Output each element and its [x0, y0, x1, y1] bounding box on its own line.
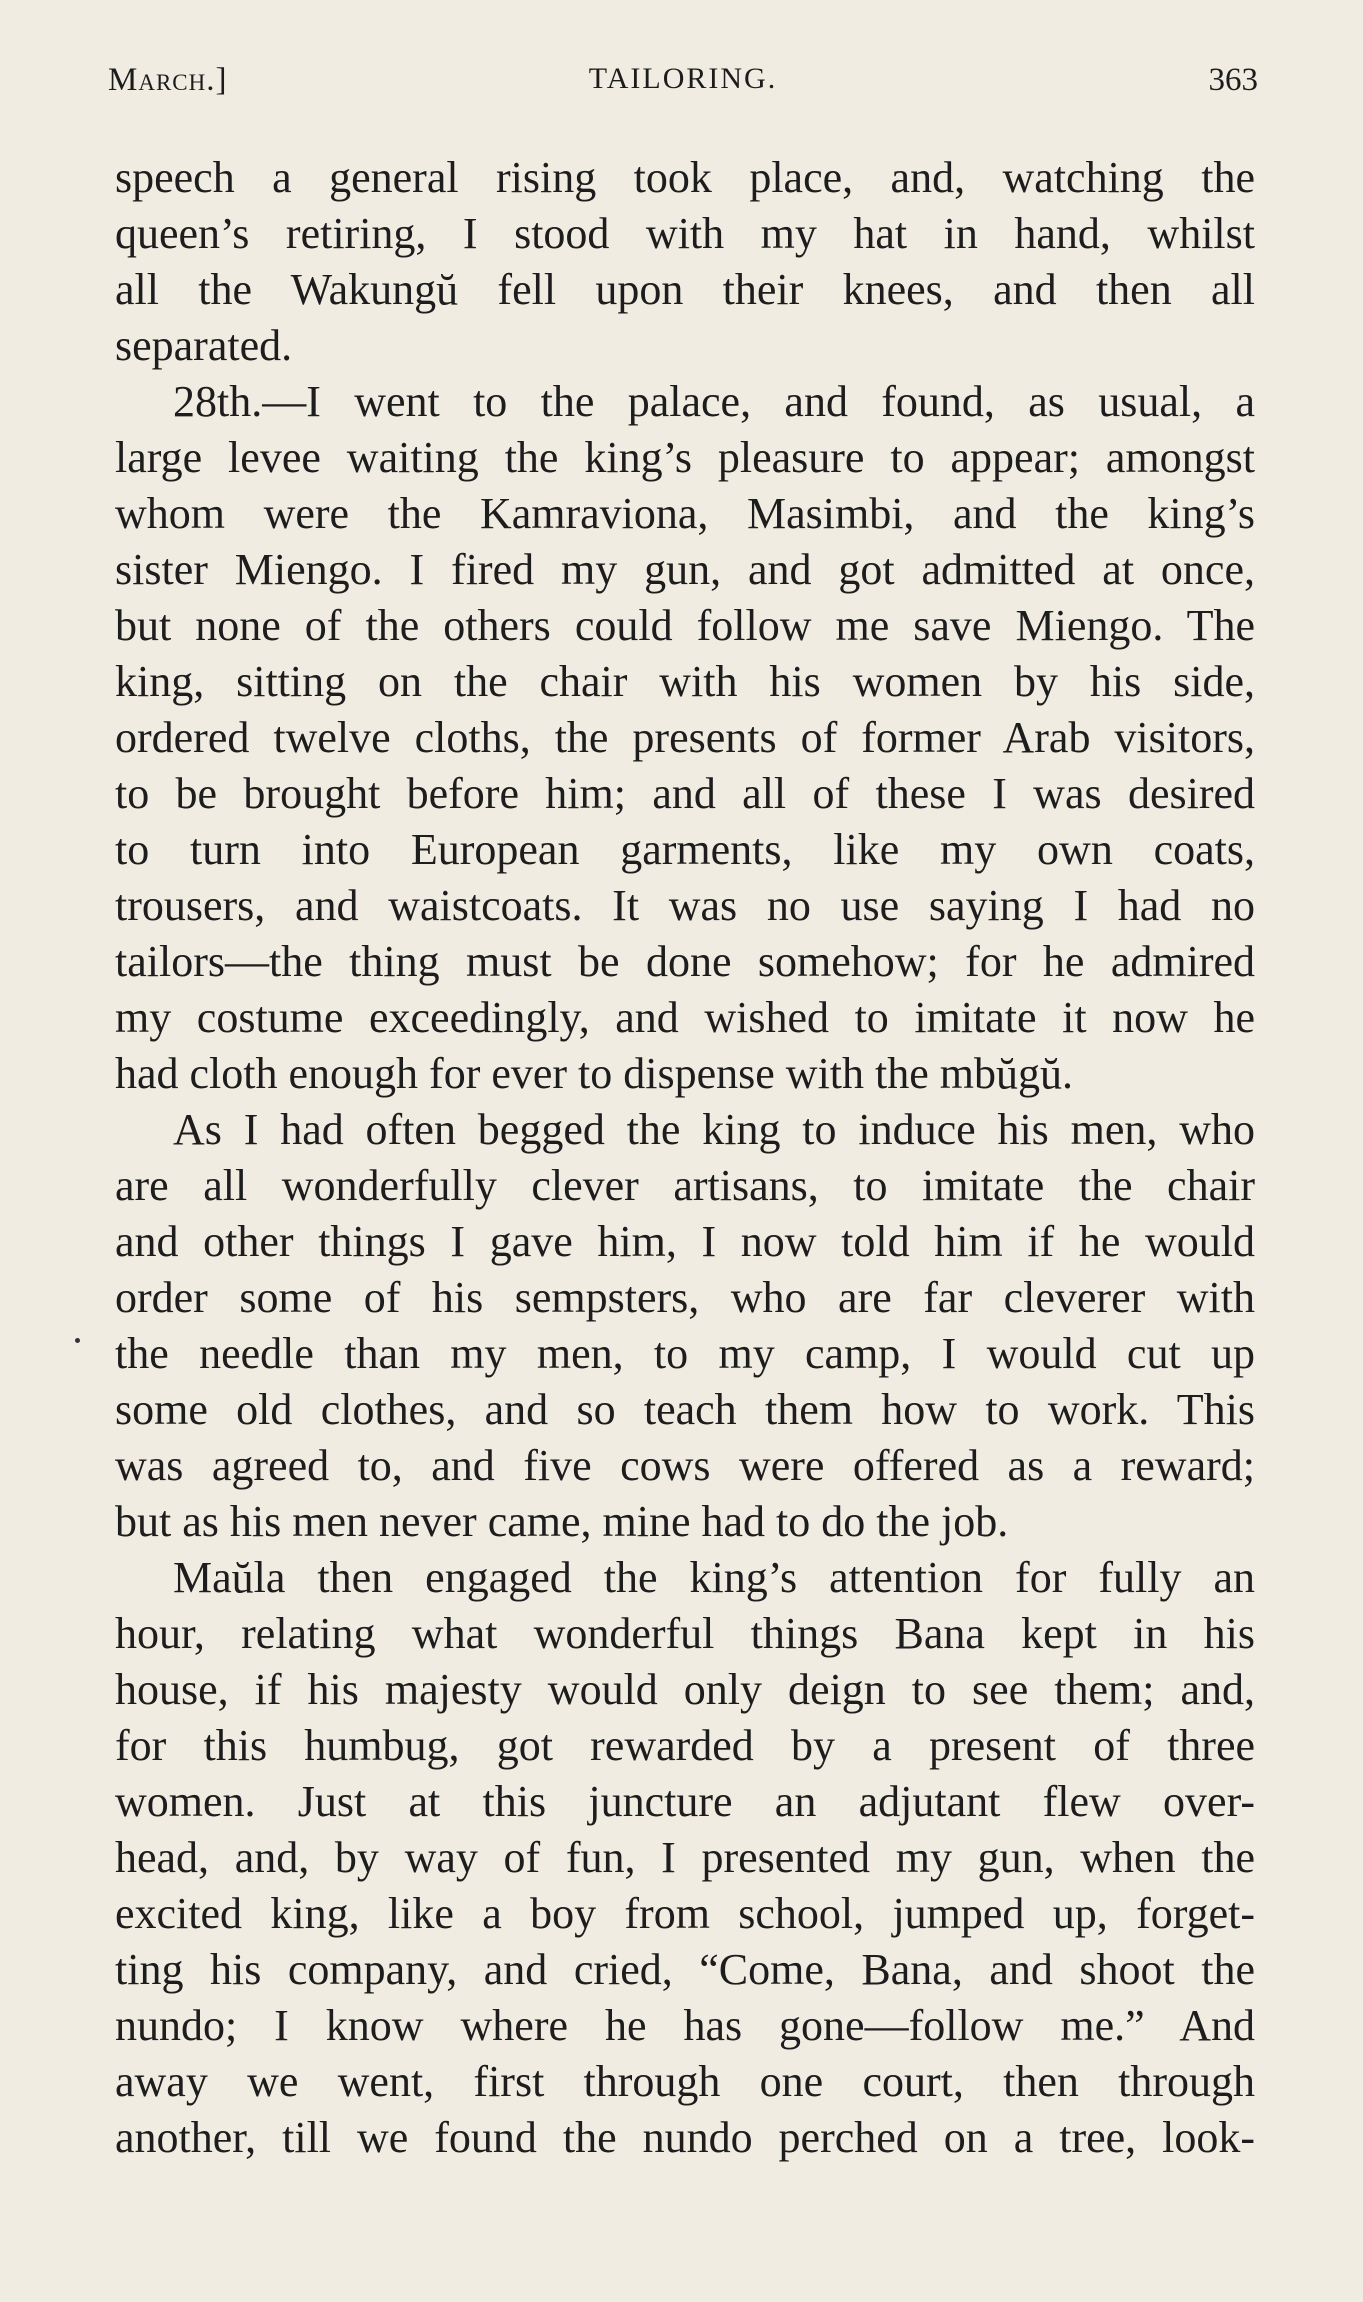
page-number: 363: [1208, 62, 1258, 98]
text-line: head, and, by way of fun, I presented my gun, when the: [115, 1833, 1255, 1882]
text-line: my costume exceedingly, and wished to imitate it now he: [115, 993, 1255, 1042]
text-line: separated.: [115, 321, 293, 370]
text-line: some old clothes, and so teach them how to work. This: [115, 1385, 1255, 1434]
header-chapter-title: TAILORING.: [588, 62, 778, 95]
text-line: tailors—the thing must be done somehow; for he admired: [115, 937, 1255, 986]
text-line: another, till we found the nundo perched on a tree, look-: [115, 2113, 1255, 2162]
text-line: ting his company, and cried, “Come, Bana, and shoot the: [115, 1945, 1255, 1994]
text-line: nundo; I know where he has gone—follow me.” And: [115, 2001, 1255, 2050]
text-line: ordered twelve cloths, the presents of former Arab visitors,: [115, 713, 1255, 762]
text-line: away we went, first through one court, then through: [115, 2057, 1255, 2106]
text-line: Maŭla then engaged the king’s attention for fully an: [173, 1553, 1255, 1602]
text-line: had cloth enough for ever to dispense with the mbŭgŭ.: [115, 1049, 1074, 1098]
text-line: house, if his majesty would only deign to see them; and,: [115, 1665, 1255, 1714]
text-line: large levee waiting the king’s pleasure to appear; amongst: [115, 433, 1255, 482]
text-line: speech a general rising took place, and, watching the: [115, 153, 1255, 202]
header-month: March.]: [108, 62, 228, 98]
text-line: order some of his sempsters, who are far cleverer with: [115, 1273, 1255, 1322]
text-line: for this humbug, got rewarded by a present of three: [115, 1721, 1255, 1770]
text-line: hour, relating what wonderful things Bana kept in his: [115, 1609, 1255, 1658]
text-line: king, sitting on the chair with his women by his side,: [115, 657, 1255, 706]
body-text: [115, 150, 1255, 2166]
text-line: whom were the Kamraviona, Masimbi, and the king’s: [115, 489, 1255, 538]
text-line: are all wonderfully clever artisans, to imitate the chair: [115, 1161, 1255, 1210]
text-line: excited king, like a boy from school, jumped up, forget-: [115, 1889, 1255, 1938]
text-line: the needle than my men, to my camp, I would cut up: [115, 1329, 1255, 1378]
text-line: sister Miengo. I fired my gun, and got admitted at once,: [115, 545, 1255, 594]
text-line: and other things I gave him, I now told him if he would: [115, 1217, 1255, 1266]
text-line: but none of the others could follow me save Miengo. The: [115, 601, 1255, 650]
running-header: [108, 62, 1258, 118]
text-line: queen’s retiring, I stood with my hat in hand, whilst: [115, 209, 1255, 258]
text-line: trousers, and waistcoats. It was no use saying I had no: [115, 881, 1255, 930]
text-line: As I had often begged the king to induce his men, who: [173, 1105, 1255, 1154]
text-line: 28th.—I went to the palace, and found, as usual, a: [173, 377, 1255, 426]
text-line: women. Just at this juncture an adjutant flew over-: [115, 1777, 1255, 1826]
text-line: to turn into European garments, like my own coats,: [115, 825, 1255, 874]
text-line: to be brought before him; and all of these I was desired: [115, 769, 1255, 818]
text-line: all the Wakungŭ fell upon their knees, and then all: [115, 265, 1255, 314]
text-line: but as his men never came, mine had to do the job.: [115, 1497, 1009, 1546]
text-line: was agreed to, and five cows were offered as a reward;: [115, 1441, 1255, 1490]
margin-speck: [75, 1338, 80, 1343]
